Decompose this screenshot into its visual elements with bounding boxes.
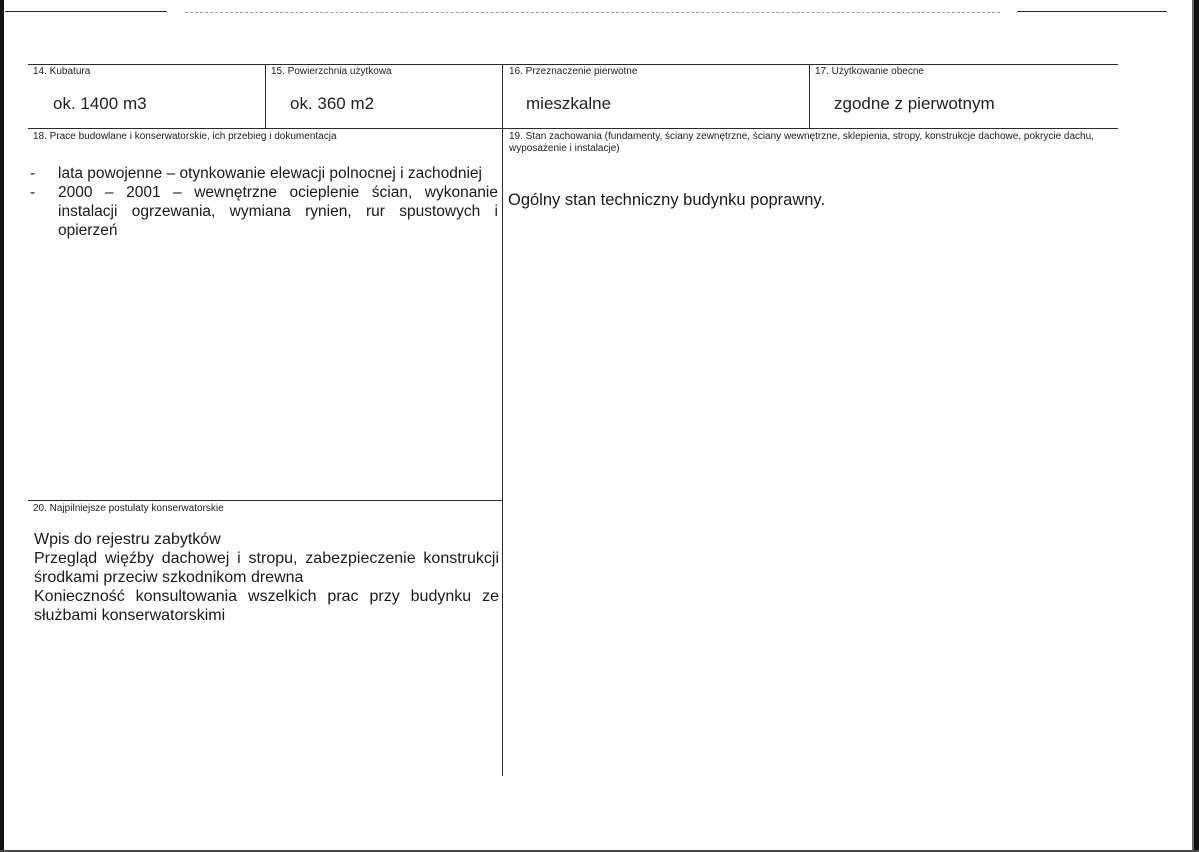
col-divider-16-17 [809,64,810,128]
list-bullet: - [30,184,36,201]
form-top-border [28,64,1118,65]
col-divider-14-15 [265,64,266,128]
field-18-list [30,164,498,240]
postulate-line: Wpis do rejestru zabytków [34,531,221,548]
center-divider [502,64,503,776]
list-item-text: lata powojenne – otynkowanie elewacji polnocnej i zachodniej [58,165,482,182]
scan-edge-right [1194,0,1199,852]
row-divider-1 [28,128,1118,129]
scan-edge-right-inner [1192,0,1194,852]
field-16-value: mieszkalne [526,94,612,113]
field-20-text [34,530,499,625]
field-15-label: 15. Powierzchnia użytkowa [271,66,392,77]
field-17-value: zgodne z pierwotnym [834,94,995,113]
postulate-line: Konieczność konsultowania wszelkich prac przy budynku ze służbami konserwatorskimi [34,588,499,624]
field-16-label: 16. Przeznaczenie pierwotne [509,66,638,77]
field-14-value: ok. 1400 m3 [53,94,147,113]
list-item [30,164,498,183]
top-rule-right [1017,11,1167,12]
scan-edge-left [0,0,4,852]
top-rule-dashed [185,12,1000,13]
field-20-label: 20. Najpilniejsze postulaty konserwatorskie [33,503,224,514]
top-rule-left [5,11,167,12]
field-19-label: 19. Stan zachowania (fundamenty, ściany zewnętrzne, ściany wewnętrzne, sklepienia, stropy, konstrukcje dachowe, pokrycie dachu, wyposażenie i instalacje) [509,131,1094,154]
field-19-value: Ogólny stan techniczny budynku poprawny. [508,191,826,209]
field-14-label: 14. Kubatura [33,66,91,77]
row-divider-2 [28,500,502,501]
list-item [30,183,498,240]
list-bullet: - [30,165,36,182]
field-18-label: 18. Prace budowlane i konserwatorskie, ich przebieg i dokumentacja [33,131,337,142]
field-15-value: ok. 360 m2 [290,94,375,113]
list-item-text: 2000 – 2001 – wewnętrzne ocieplenie ścian, wykonanie instalacji ogrzewania, wymiana rynien, rur spustowych i opierzeń [58,184,498,239]
field-17-label: 17. Użytkowanie obecne [815,66,924,77]
postulate-line: Przegląd więźby dachowej i stropu, zabezpieczenie konstrukcji środkami przeciw szkodnikom drewna [34,550,499,586]
